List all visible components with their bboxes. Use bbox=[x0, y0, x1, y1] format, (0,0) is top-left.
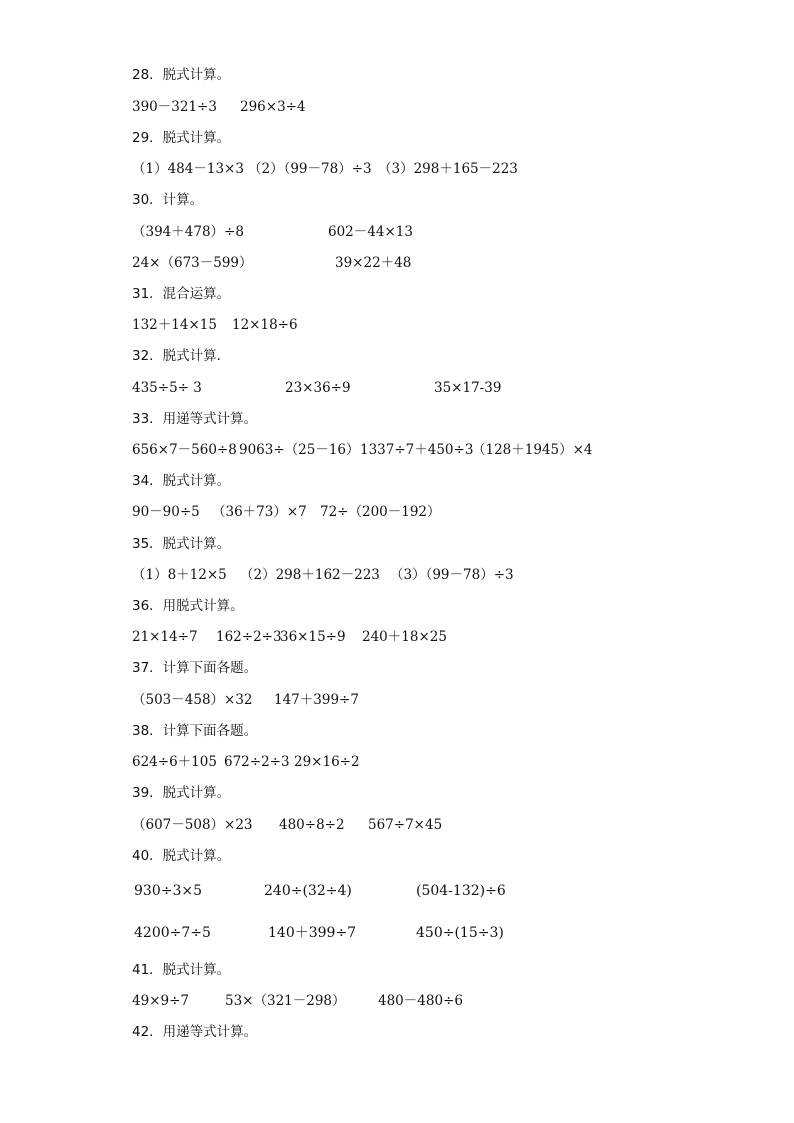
question-title: 37．计算下面各题。 bbox=[132, 660, 258, 676]
expression: 450÷(15÷3) bbox=[416, 925, 504, 941]
expression: 23×36÷9 bbox=[285, 380, 351, 396]
question-title: 39．脱式计算。 bbox=[132, 785, 231, 801]
question-title: 41．脱式计算。 bbox=[132, 962, 231, 978]
question-title: 32．脱式计算． bbox=[132, 348, 231, 364]
expression: （1）484－13×3 bbox=[132, 161, 244, 177]
expression: 21×14÷7 bbox=[132, 629, 198, 645]
question-title: 36．用脱式计算。 bbox=[132, 598, 244, 614]
expression: 4200÷7÷5 bbox=[134, 925, 211, 941]
expression: 39×22＋48 bbox=[335, 255, 412, 271]
expression: 390－321÷3 bbox=[132, 99, 217, 115]
question-title: 40．脱式计算。 bbox=[132, 848, 231, 864]
expression: 162÷2÷3 bbox=[216, 629, 282, 645]
expression: 1337÷7＋450÷3 bbox=[360, 442, 474, 458]
expression: 24×（673－599） bbox=[132, 255, 253, 271]
expression: 567÷7×45 bbox=[368, 817, 443, 833]
expression: 12×18÷6 bbox=[232, 317, 298, 333]
expression: 29×16÷2 bbox=[294, 754, 360, 770]
expression: 36×15÷9 bbox=[280, 629, 346, 645]
question-title: 34．脱式计算。 bbox=[132, 473, 231, 489]
question-title: 33．用递等式计算。 bbox=[132, 411, 258, 427]
expression: 240＋18×25 bbox=[362, 629, 447, 645]
expression: 296×3÷4 bbox=[240, 99, 306, 115]
expression: （36＋73）×7 bbox=[212, 504, 307, 520]
question-title: 28．脱式计算。 bbox=[132, 67, 231, 83]
expression: （607－508）×23 bbox=[132, 817, 253, 833]
question-title: 35．脱式计算。 bbox=[132, 536, 231, 552]
expression: 602－44×13 bbox=[328, 224, 413, 240]
expression: 240÷(32÷4) bbox=[264, 883, 352, 899]
expression: 35×17-39 bbox=[434, 380, 502, 396]
expression: 147＋399÷7 bbox=[274, 692, 359, 708]
expression: （1）8＋12×5 bbox=[132, 567, 227, 583]
expression: （2）（99－78）÷3 bbox=[248, 161, 372, 177]
expression: 435÷5÷ 3 bbox=[132, 380, 202, 396]
expression: （128＋1945）×4 bbox=[472, 442, 593, 458]
question-title: 42．用递等式计算。 bbox=[132, 1024, 258, 1040]
expression: 53×（321－298） bbox=[225, 993, 346, 1009]
expression: （503－458）×32 bbox=[132, 692, 253, 708]
expression: 930÷3×5 bbox=[134, 883, 202, 899]
expression: 132＋14×15 bbox=[132, 317, 217, 333]
expression: 480－480÷6 bbox=[378, 993, 463, 1009]
expression: 49×9÷7 bbox=[132, 993, 189, 1009]
expression: (504-132)÷6 bbox=[416, 883, 506, 899]
expression: 140＋399÷7 bbox=[268, 925, 357, 941]
expression: （2）298＋162－223 bbox=[240, 567, 380, 583]
question-title: 38．计算下面各题。 bbox=[132, 723, 258, 739]
expression: 72÷（200－192） bbox=[320, 504, 441, 520]
question-title: 30．计算。 bbox=[132, 192, 204, 208]
expression: 480÷8÷2 bbox=[279, 817, 345, 833]
expression: 624÷6＋105 bbox=[132, 754, 217, 770]
expression: 90－90÷5 bbox=[132, 504, 200, 520]
question-title: 31．混合运算。 bbox=[132, 286, 231, 302]
expression: 656×7－560÷8 bbox=[132, 442, 237, 458]
expression: （3）298＋165－223 bbox=[378, 161, 518, 177]
expression: 9063÷（25－16） bbox=[239, 442, 360, 458]
expression: （3）（99－78）÷3 bbox=[390, 567, 514, 583]
question-title: 29．脱式计算。 bbox=[132, 130, 231, 146]
expression: 672÷2÷3 bbox=[224, 754, 290, 770]
expression: （394＋478）÷8 bbox=[132, 224, 244, 240]
